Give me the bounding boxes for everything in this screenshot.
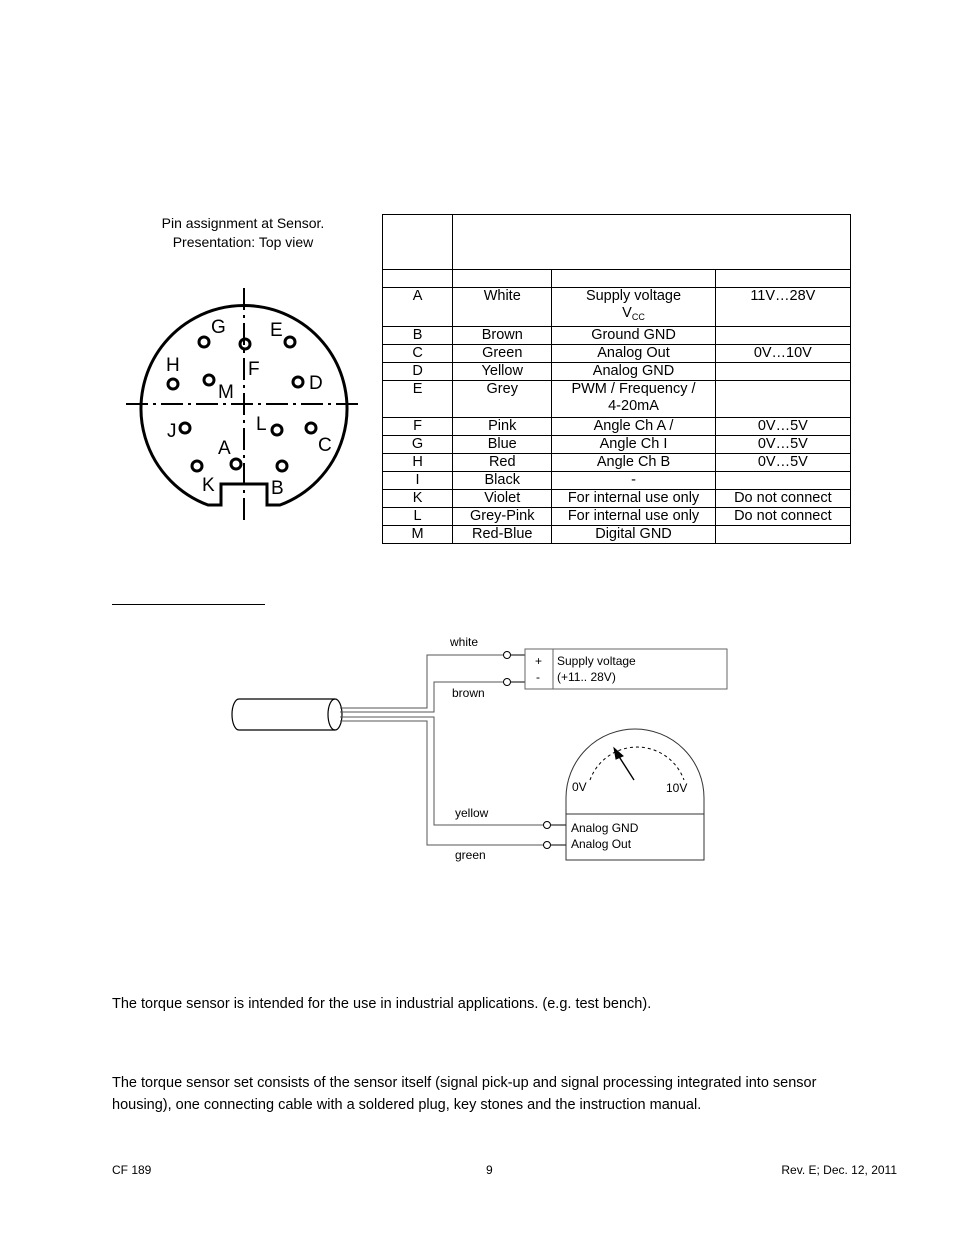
color-cell: Green — [453, 345, 552, 363]
meter-min-label: 0V — [572, 780, 587, 794]
pin-h-hole — [168, 379, 178, 389]
table-row — [383, 327, 851, 345]
pin-cell: K — [383, 490, 453, 508]
label-yellow: yellow — [455, 806, 489, 820]
pin-cell: G — [383, 436, 453, 454]
pin-g-hole — [199, 337, 209, 347]
wire-green — [340, 721, 544, 845]
function-text: PWM / Frequency / — [571, 381, 696, 397]
subheader-cell — [383, 270, 453, 288]
pin-label-j: J — [167, 421, 177, 442]
pin-label-e: E — [270, 320, 283, 341]
function-cell: Analog GND — [552, 363, 715, 381]
color-cell: Pink — [453, 418, 552, 436]
table-row — [383, 345, 851, 363]
analog-gnd-label: Analog GND — [571, 821, 639, 835]
range-cell — [715, 381, 850, 418]
function-cell: - — [552, 472, 715, 490]
color-cell: Red-Blue — [453, 526, 552, 544]
range-cell: 0V…5V — [715, 436, 850, 454]
pin-label-d: D — [309, 373, 323, 394]
pin-cell: M — [383, 526, 453, 544]
color-cell: White — [453, 288, 552, 327]
terminal-brown — [504, 679, 511, 686]
pin-label-f: F — [248, 359, 260, 380]
caption-line-2: Presentation: Top view — [172, 234, 314, 250]
pin-cell: I — [383, 472, 453, 490]
meter-max-label: 10V — [666, 781, 688, 795]
meter-needle — [618, 755, 634, 780]
terminal-yellow — [544, 822, 551, 829]
wire-yellow — [340, 717, 544, 825]
pin-b-hole — [277, 461, 287, 471]
pin-a-hole — [231, 459, 241, 469]
cable — [232, 699, 342, 730]
voltmeter — [566, 729, 704, 860]
subheader-cell — [715, 270, 850, 288]
wires — [340, 655, 544, 845]
table-row — [383, 454, 851, 472]
cable-front-end — [328, 699, 342, 730]
pin-label-g: G — [211, 317, 226, 338]
footer-revision: Rev. E; Dec. 12, 2011 — [781, 1163, 897, 1177]
pin-label-b: B — [271, 478, 284, 499]
wiring-diagram — [222, 632, 732, 867]
function-cell — [552, 288, 715, 327]
range-cell — [715, 526, 850, 544]
pin-label-k: K — [202, 475, 215, 496]
range-cell — [715, 363, 850, 381]
color-cell: Red — [453, 454, 552, 472]
color-cell: Brown — [453, 327, 552, 345]
table-row — [383, 381, 851, 418]
supply-voltage-box — [525, 649, 727, 689]
function-subscript: CC — [631, 312, 645, 322]
terminal-white — [504, 652, 511, 659]
pin-cell: A — [383, 288, 453, 327]
supply-voltage-label: Supply voltage — [557, 654, 636, 668]
table-row — [383, 490, 851, 508]
pin-cell: F — [383, 418, 453, 436]
pin-cell: H — [383, 454, 453, 472]
paragraph-intended-use: The torque sensor is intended for the use in industrial applications. (e.g. test bench). — [112, 996, 652, 1012]
pin-cell: E — [383, 381, 453, 418]
function-cell: Ground GND — [552, 327, 715, 345]
function-cell: Digital GND — [552, 526, 715, 544]
function-cell: Angle Ch A / — [552, 418, 715, 436]
meter-needle-tip — [614, 748, 623, 759]
range-cell — [715, 472, 850, 490]
range-cell: 11V…28V — [715, 288, 850, 327]
color-cell: Grey — [453, 381, 552, 418]
pin-label-h: H — [166, 355, 180, 376]
analog-out-label: Analog Out — [571, 837, 632, 851]
color-cell: Grey-Pink — [453, 508, 552, 526]
pin-assignment-table — [382, 214, 851, 544]
table-row — [383, 418, 851, 436]
pin-k-hole — [192, 461, 202, 471]
supply-minus-sign: - — [536, 670, 540, 684]
pin-cell: C — [383, 345, 453, 363]
function-text-line-2: 4-20mA — [608, 398, 659, 414]
function-symbol: V — [622, 305, 632, 321]
supply-voltage-range: (+11.. 28V) — [557, 670, 616, 684]
caption-line-1: Pin assignment at Sensor. — [161, 215, 325, 231]
table-header-row — [383, 215, 851, 270]
pin-label-c: C — [318, 435, 332, 456]
table-row — [383, 508, 851, 526]
table-subheader-row — [383, 270, 851, 288]
pin-m-hole — [204, 375, 214, 385]
table-row — [383, 436, 851, 454]
label-green: green — [455, 848, 486, 862]
pin-f-hole — [285, 337, 295, 347]
pin-cell: D — [383, 363, 453, 381]
supply-plus-sign: + — [535, 654, 543, 668]
function-cell: Angle Ch I — [552, 436, 715, 454]
function-cell: Angle Ch B — [552, 454, 715, 472]
pin-c-hole — [306, 423, 316, 433]
function-cell: For internal use only — [552, 490, 715, 508]
table-row — [383, 526, 851, 544]
label-white: white — [450, 635, 479, 649]
footer-page-number: 9 — [486, 1163, 493, 1177]
range-cell: Do not connect — [715, 490, 850, 508]
range-cell: 0V…10V — [715, 345, 850, 363]
table-row — [383, 363, 851, 381]
wire-labels — [449, 635, 489, 862]
terminal-green — [544, 842, 551, 849]
cable-back-end — [232, 699, 239, 730]
function-cell: Analog Out — [552, 345, 715, 363]
pin-label-a: A — [218, 438, 231, 459]
subheader-cell — [453, 270, 552, 288]
range-cell — [715, 327, 850, 345]
header-cell-pin — [383, 215, 453, 270]
range-cell: Do not connect — [715, 508, 850, 526]
connector-pin-diagram — [122, 286, 367, 526]
table-row — [383, 288, 851, 327]
table-row — [383, 472, 851, 490]
pin-label-l: L — [256, 414, 267, 435]
function-cell: For internal use only — [552, 508, 715, 526]
paragraph-scope-of-delivery: The torque sensor set consists of the sensor itself (signal pick-up and signal processing integrated into sensor housing), one connecting cable with a soldered plug, key stones and the instruction manual. — [112, 1075, 817, 1113]
color-cell: Yellow — [453, 363, 552, 381]
function-text: Supply voltage — [585, 288, 682, 304]
header-cell-title — [453, 215, 851, 270]
color-cell: Blue — [453, 436, 552, 454]
section-heading-underline — [112, 604, 265, 605]
range-cell: 0V…5V — [715, 454, 850, 472]
pin-label-m: M — [218, 382, 234, 403]
function-cell — [552, 381, 715, 418]
terminals — [504, 652, 551, 849]
pin-j-hole — [180, 423, 190, 433]
range-cell: 0V…5V — [715, 418, 850, 436]
pin-d-hole — [293, 377, 303, 387]
color-cell: Black — [453, 472, 552, 490]
pin-cell: L — [383, 508, 453, 526]
footer-document-id: CF 189 — [112, 1163, 152, 1177]
connector-caption — [130, 214, 356, 252]
subheader-cell — [552, 270, 715, 288]
pin-cell: B — [383, 327, 453, 345]
pin-l-hole — [272, 425, 282, 435]
meter-scale-arc — [590, 747, 684, 780]
color-cell: Violet — [453, 490, 552, 508]
label-brown: brown — [452, 686, 485, 700]
